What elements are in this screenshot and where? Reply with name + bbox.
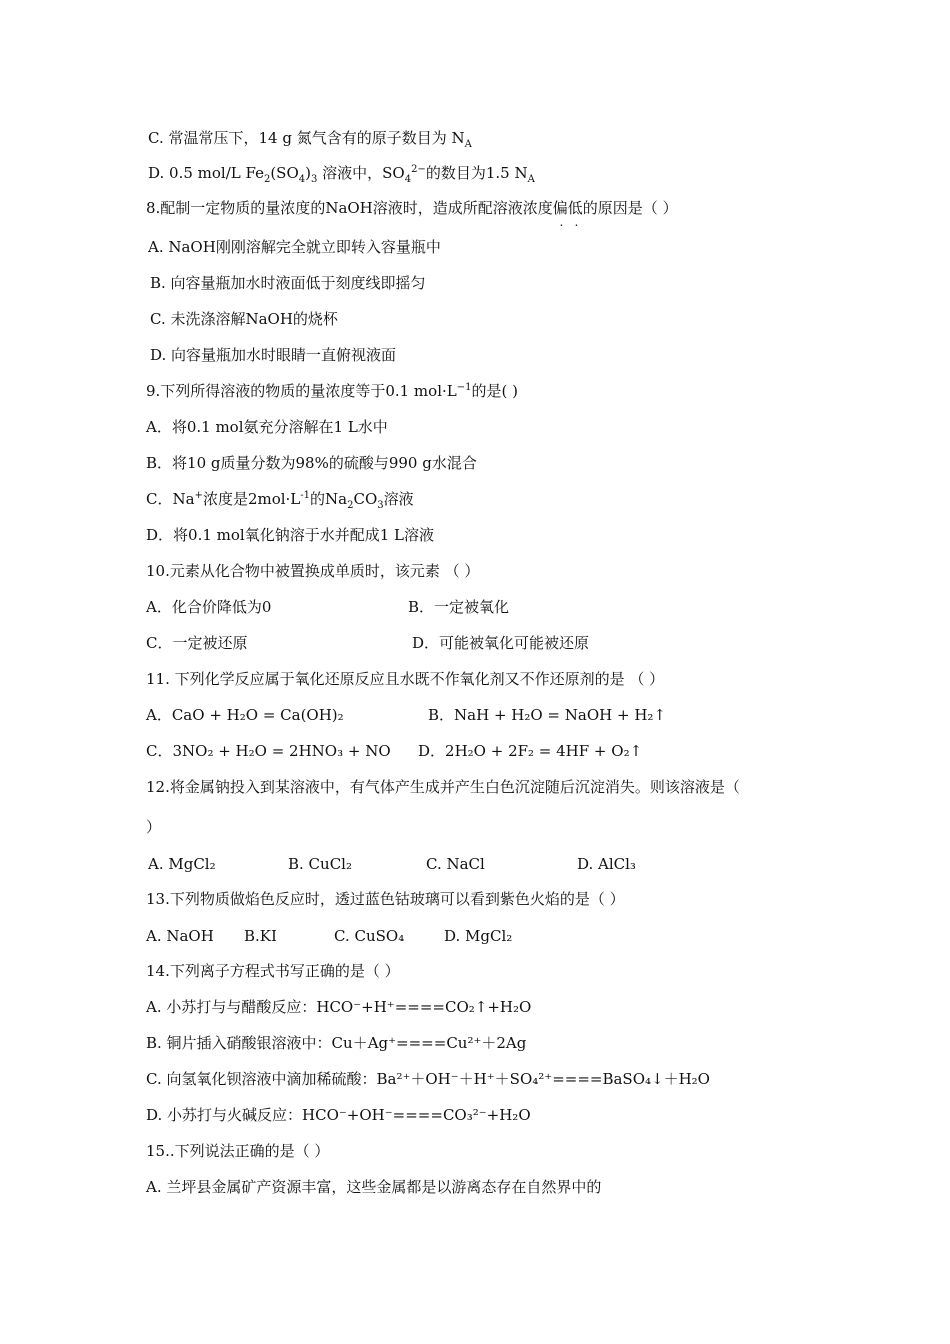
q13-option-c: C. CuSO₄ — [334, 927, 405, 945]
q8-option-c: C. 未洗涤溶解NaOH的烧杯 — [150, 310, 338, 328]
q9-option-c: C．Na+浓度是$2mol\cdot L^{-1}$的$Na_2CO_3$溶液 — [146, 490, 414, 511]
q7-option-c: C. 常温常压下，14 g 氮气含有的原子数目为 $N_A$ — [148, 129, 472, 150]
q8-option-a: A. NaOH刚刚溶解完全就立即转入容量瓶中 — [148, 238, 441, 256]
q13-option-b: B.KI — [244, 927, 277, 945]
q14-option-a: A. 小苏打与与醋酸反应：HCO⁻+H⁺====CO₂↑+H₂O — [146, 998, 532, 1016]
q9-option-d: D．将0.1 mol氧化钠溶于水并配成1 L溶液 — [146, 526, 434, 544]
q14-option-b: B. 铜片插入硝酸银溶液中：Cu＋Ag⁺====Cu²⁺＋2Ag — [146, 1034, 527, 1052]
q10-option-b: B．一定被氧化 — [408, 598, 510, 616]
q8-option-d: D. 向容量瓶加水时眼睛一直俯视液面 — [150, 346, 397, 364]
q12-option-b: B. CuCl₂ — [288, 855, 352, 873]
question-14: 14.下列离子方程式书写正确的是（ ） — [146, 962, 400, 980]
question-13: 13.下列物质做焰色反应时，透过蓝色钴玻璃可以看到紫色火焰的是（ ） — [146, 890, 625, 908]
q14-option-c: C. 向氢氧化钡溶液中滴加稀硫酸：Ba²⁺＋OH⁻＋H⁺＋SO₄²⁺====BaSO₄↓＋H₂O — [146, 1070, 710, 1088]
question-12-cont: ） — [146, 818, 162, 836]
q10-option-d: D．可能被氧化可能被还原 — [412, 634, 590, 652]
question-8: 8.配制一定物质的量浓度的NaOH溶液时，造成所配溶液浓度偏低的原因是（ ） — [146, 199, 678, 217]
q13-option-d: D. MgCl₂ — [444, 927, 513, 945]
q11-option-b: B．NaH + H₂O = NaOH + H₂↑ — [428, 706, 666, 724]
q11-option-d: D．2H₂O + 2F₂ = 4HF + O₂↑ — [418, 742, 643, 760]
q10-option-c: C．一定被还原 — [146, 634, 248, 652]
q13-option-a: A. NaOH — [146, 927, 214, 945]
q10-option-a: A．化合价降低为0 — [146, 598, 272, 616]
question-11: 11. 下列化学反应属于氧化还原反应且水既不作氧化剂又不作还原剂的是 （ ） — [146, 670, 665, 688]
question-10: 10.元素从化合物中被置换成单质时，该元素 （ ） — [146, 562, 480, 580]
q12-option-c: C. NaCl — [426, 855, 485, 873]
q11-option-a: A．CaO + H₂O = Ca(OH)₂ — [146, 706, 344, 724]
q14-option-d: D. 小苏打与火碱反应：HCO⁻+OH⁻====CO₃²⁻+H₂O — [146, 1106, 531, 1124]
q9-option-b: B．将10 g质量分数为98%的硫酸与990 g水混合 — [146, 454, 477, 472]
q7-option-d: D. 0.5 mol/L $Fe_2(SO_4)_3$ 溶液中，$SO_4^{2-}$的数目为1.5 $N_A$ — [148, 164, 535, 185]
question-15: 15..下列说法正确的是（ ） — [146, 1142, 330, 1160]
q8-option-b: B. 向容量瓶加水时液面低于刻度线即摇匀 — [150, 274, 426, 292]
q12-option-a: A. MgCl₂ — [148, 855, 216, 873]
q9-option-a: A．将0.1 mol氨充分溶解在1 L水中 — [146, 418, 388, 436]
q15-option-a: A. 兰坪县金属矿产资源丰富，这些金属都是以游离态存在自然界中的 — [146, 1178, 602, 1196]
q11-option-c: C．3NO₂ + H₂O = 2HNO₃ + NO — [146, 742, 391, 760]
q12-option-d: D. AlCl₃ — [577, 855, 636, 873]
question-9: 9.下列所得溶液的物质的量浓度等于0.1 $mol\cdot L^{-1}$的是( ) — [146, 382, 518, 400]
question-12: 12.将金属钠投入到某溶液中，有气体产生成并产生白色沉淀随后沉淀消失。则该溶液是（ — [146, 778, 740, 796]
